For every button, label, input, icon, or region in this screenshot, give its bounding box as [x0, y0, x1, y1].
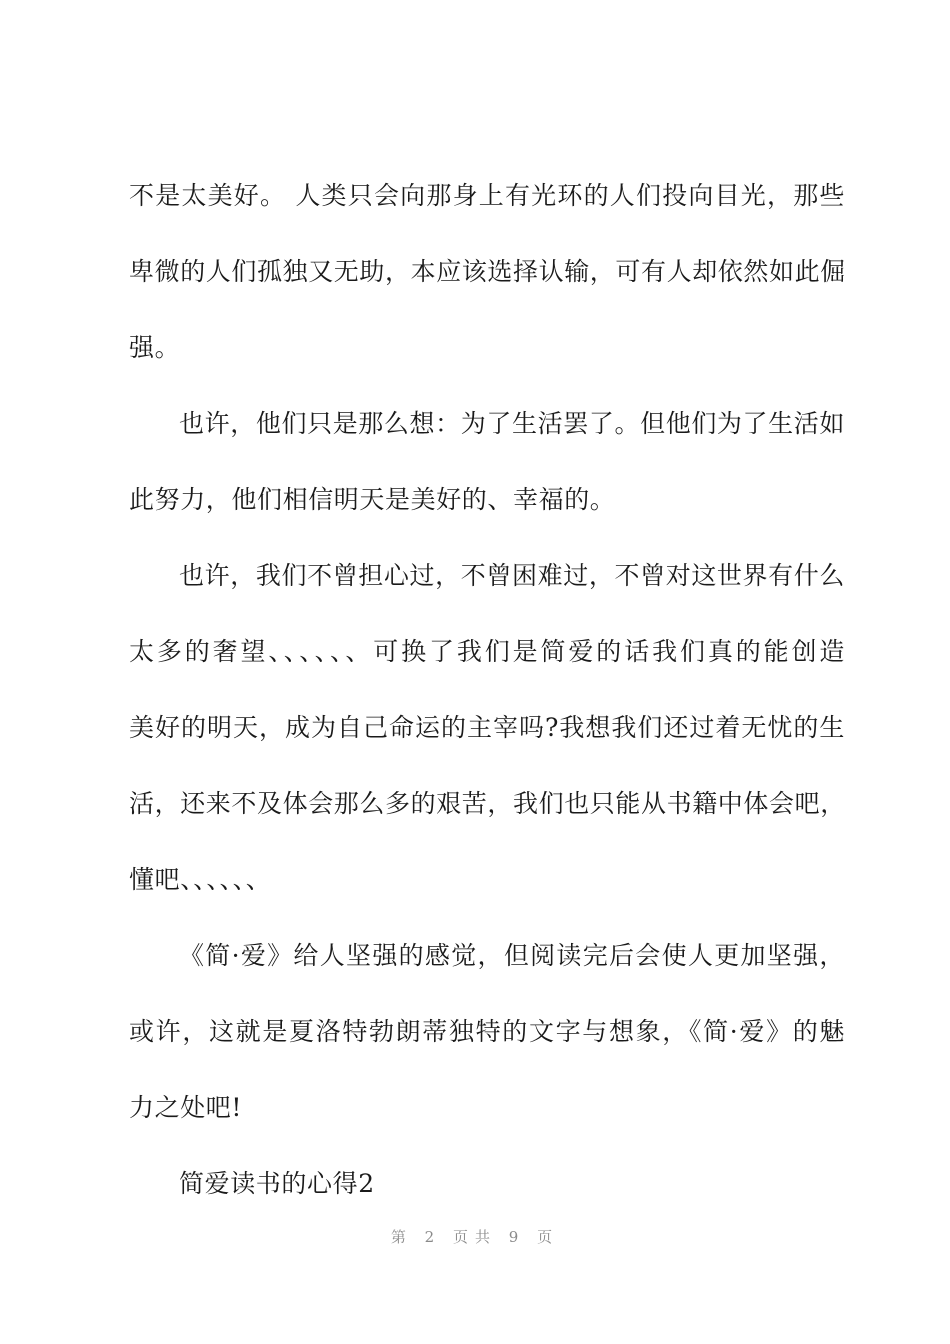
text-line: 懂吧、、、、、、 [129, 865, 272, 894]
document-body [129, 170, 845, 1234]
text-line: 此努力，他们相信明天是美好的、幸福的。 [129, 485, 616, 514]
text-line: 《简·爱》给人坚强的感觉，但阅读完后会使人更加坚强， [179, 941, 845, 970]
text-line: 强。 [129, 333, 181, 362]
text-line: 美好的明天，成为自己命运的主宰吗?我想我们还过着无忧的生 [129, 713, 845, 742]
text-line: 不是太美好。 人类只会向那身上有光环的人们投向目光，那些 [129, 181, 845, 210]
text-line: 太多的奢望、、、、、、可换了我们是简爱的话我们真的能创造 [129, 637, 845, 666]
text-line: 或许，这就是夏洛特勃朗蒂独特的文字与想象，《简·爱》的魅 [129, 1017, 845, 1046]
page-number-footer: 第 2 页共 9 页 [390, 1228, 560, 1246]
section-heading: 简爱读书的心得2 [179, 1169, 375, 1198]
text-line: 力之处吧! [129, 1093, 243, 1122]
text-line: 也许，我们不曾担心过，不曾困难过，不曾对这世界有什么 [179, 561, 845, 590]
text-line: 活，还来不及体会那么多的艰苦，我们也只能从书籍中体会吧， [129, 789, 846, 818]
text-line: 也许，他们只是那么想：为了生活罢了。但他们为了生活如 [179, 409, 845, 438]
text-line: 卑微的人们孤独又无助，本应该选择认输，可有人却依然如此倔 [129, 257, 846, 286]
